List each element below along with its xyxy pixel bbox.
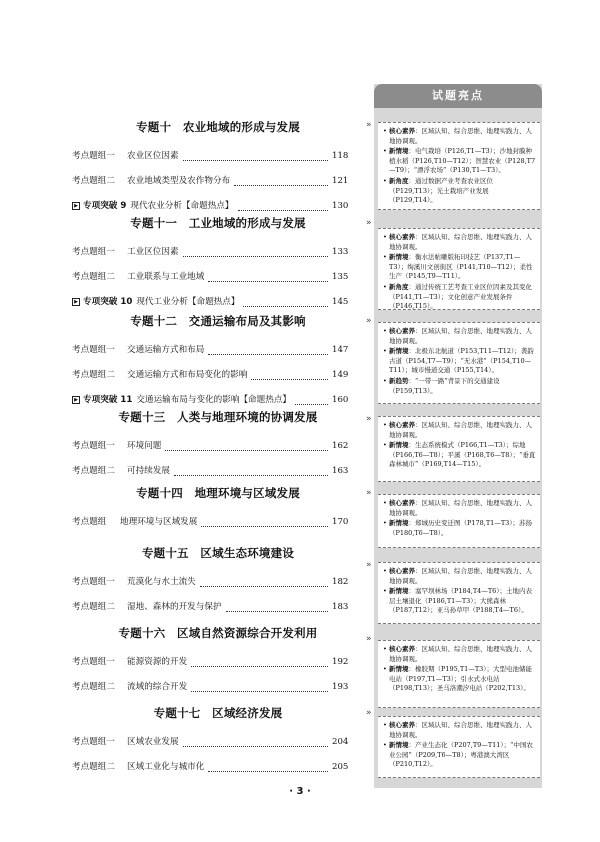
chapter-title: 专题十六 区域自然资源综合开发利用 [118,626,318,640]
entry-label: 考点题组一 [72,577,115,587]
toc-entry-special[interactable] [72,391,348,409]
bullet-icon: • [383,567,387,575]
entry-page: 130 [332,201,349,211]
arrow-icon: » [366,316,372,326]
toc-entry[interactable] [72,147,348,165]
entry-page: 205 [332,762,349,772]
chapter-title: 专题十四 地理环境与区域发展 [136,486,300,500]
highlight-item: • 核心素养：区域认知、综合思维、地理实践力、人地协调观。 [383,645,532,663]
bullet-icon: • [383,176,387,185]
entry-topic: 能源资源的开发 [127,657,188,667]
entry-topic: 区域工业化与城市化 [127,762,205,772]
arrow-icon: » [366,488,372,498]
chapter-15 [72,544,348,623]
entry-label: 考点题组二 [72,466,115,476]
highlight-box [378,494,540,548]
entry-label: 考点题组二 [72,272,115,282]
chapter-title: 专题十二 交通运输布局及其影响 [130,314,306,328]
highlight-item: • 核心素养：区域认知、综合思维、地理实践力、人地协调观。 [383,567,532,585]
leader-dots [234,176,328,186]
highlight-item: • 新情境：生态系统模式（P166,T1—T3）；综地（P166,T6—T8）；平溪（P168,T6—T8）；“垂直森林城市”（P169,T14—T15）。 [383,441,536,469]
chapter-12 [72,312,348,416]
toc-entry[interactable] [72,653,348,671]
highlight-item: • 新情境：衡水法帖雕版拓印技艺（P137,T1—T3）；绚溪川文创街区（P141,T10—T12）；柔性生产（P145,T9—T11）。 [383,253,533,281]
entry-label: 考点题组一 [72,657,115,667]
entry-page: 192 [332,657,349,667]
entry-label: 考点题组二 [72,682,115,692]
bullet-icon: • [383,347,387,356]
chapter-16 [72,624,348,703]
highlight-item: • 核心素养：区域认知、综合思维、地理实践力、人地协调观。 [383,721,532,739]
entry-page: 183 [332,602,349,612]
leader-dots [295,395,328,405]
arrow-icon: » [366,120,372,130]
entry-page: 145 [332,297,349,307]
highlight-box [378,322,540,404]
chapter-17 [72,704,348,783]
bullet-icon: • [383,665,387,674]
leader-dots [208,345,328,355]
bullet-icon: • [383,587,387,596]
entry-page: 135 [332,272,349,282]
arrow-icon: » [366,218,372,228]
chapter-title: 专题十三 人类与地理环境的协调发展 [118,410,318,424]
entry-topic: 交通运输布局与变化的影响【命题热点】 [136,395,292,405]
highlight-item: • 核心素养：区域认知、综合思维、地理实践力、人地协调观。 [383,421,532,439]
entry-topic: 流域的综合开发 [127,682,188,692]
leader-dots [165,441,328,451]
entry-label: 考点题组二 [72,602,115,612]
leader-dots [183,151,328,161]
entry-label: 考点题组二 [72,762,115,772]
leader-dots [243,297,328,307]
toc-entry[interactable] [72,437,348,455]
entry-topic: 荒漠化与水土流失 [127,577,196,587]
leader-dots [191,682,328,692]
toc-entry[interactable] [72,758,348,776]
leader-dots [200,577,328,587]
entry-topic: 交通运输方式和布局变化的影响 [127,370,248,380]
toc-entry[interactable] [72,172,348,190]
highlight-box [378,562,540,624]
toc-entry[interactable] [72,366,348,384]
entry-label: 考点题组二 [72,176,115,186]
bullet-icon: • [383,519,387,528]
bullet-icon: • [383,499,387,507]
arrow-icon: » [366,634,372,644]
leader-dots [201,517,328,527]
entry-topic: 农业区位因素 [127,151,179,161]
bullet-icon: • [383,282,387,291]
highlight-item: • 新趋势：“一带一路”背景下的交通建设（P159,T13）。 [383,376,500,395]
entry-page: 121 [332,176,349,186]
chapter-11 [72,214,348,318]
play-icon: ▶ [72,298,80,306]
play-icon: ▶ [72,396,80,404]
entry-label: 考点题组二 [72,370,115,380]
chapter-10 [72,118,348,222]
entry-topic: 农业地域类型及农作物分布 [127,176,231,186]
highlight-item: • 新情境：产业生态化（P207,T9—T11）；“中国农业公园”（P209,T6—T8）；粤港澳大湾区（P210,T12）。 [383,741,533,769]
toc-entry[interactable] [72,243,348,261]
chapter-title: 专题十一 工业地域的形成与发展 [130,216,306,230]
entry-label: 考点题组一 [72,151,115,161]
entry-page: 118 [332,151,349,161]
highlight-item: • 核心素养：区域认知、综合思维、地理实践力、人地协调观。 [383,327,532,345]
entry-label: 考点题组一 [72,247,115,257]
toc-entry[interactable] [72,733,348,751]
entry-page: 160 [332,395,349,405]
toc-entry-special[interactable] [72,293,348,311]
bullet-icon: • [383,253,387,262]
leader-dots [208,272,328,282]
bullet-icon: • [383,741,387,750]
bullet-icon: • [383,127,387,135]
entry-topic: 工业区位因素 [127,247,179,257]
entry-topic: 工业联系与工业地域 [127,272,205,282]
highlight-item: • 新情境：塞罕坝林场（P184,T4—T6）；土地内表层土壤退化（P186,T1—T3）；大熊森林（P187,T12）；亚马孙草甲（P188,T4—T6）。 [383,587,533,615]
chapter-title: 专题十七 区域经济发展 [153,706,283,720]
leader-dots [191,657,328,667]
entry-page: 170 [332,517,349,527]
highlight-box [378,716,540,778]
highlight-item: • 新情境：北极东北航道（P153,T11—T12）；袭韵古道（P154,T7—T9）；“无水港”（P154,T10—T11）；城市慢道交通（P155,T14）。 [383,347,534,375]
entry-topic: 环境问题 [127,441,162,451]
leader-dots [174,466,328,476]
sidebar-title: 试题亮点 [374,84,542,108]
entry-topic: 现代农业分析【命题热点】 [130,201,234,211]
entry-topic: 交通运输方式和布局 [127,345,205,355]
entry-page: 133 [332,247,349,257]
leader-dots [226,602,328,612]
page-number: · 3 · [289,786,311,797]
highlight-box [378,640,540,708]
chapter-14 [72,484,348,538]
highlight-item: • 新角度：通过数据产业考查农业区位（P129,T13）；光土栽培产业发展（P129,T14）。 [383,176,493,205]
entry-label: 考点题组一 [72,345,115,355]
bullet-icon: • [383,441,387,450]
highlight-box [378,122,540,210]
special-label: 专项突破 9 [83,201,127,211]
bullet-icon: • [383,421,387,429]
highlight-item: • 新情境：橡胶期（P195,T1—T3）；大型电池储能电站（P197,T1—T3）；引水式水电站（P198,T13）；圣马洛潮汐电站（P202,T13）。 [383,665,533,693]
entry-label: 考点题组一 [72,441,115,451]
bullet-icon: • [383,147,387,156]
bullet-icon: • [383,376,387,385]
chapter-13 [72,408,348,487]
special-label: 专项突破 11 [83,395,133,405]
toc-entry[interactable] [72,573,348,591]
arrow-icon: » [366,708,372,718]
leader-dots [251,370,328,380]
bullet-icon: • [383,327,387,335]
entry-page: 162 [332,441,349,451]
highlight-box [378,228,540,310]
highlight-item: • 核心素养：区域认知、综合思维、地理实践力、人地协调观。 [383,233,532,251]
toc-entry[interactable] [72,598,348,616]
entry-page: 204 [332,737,349,747]
highlight-item: • 新情境：郑城历史变迁图（P178,T1—T3）；苏扬（P180,T6—T8）。 [383,519,533,537]
toc-entry[interactable] [72,513,348,531]
toc-entry-special[interactable] [72,197,348,215]
arrow-icon: » [366,414,372,424]
bullet-icon: • [383,233,387,241]
entry-page: 193 [332,682,349,692]
entry-label: 考点题组一 [72,737,115,747]
arrow-icon: » [366,560,372,570]
chapter-title: 专题十五 区域生态环境建设 [141,546,295,560]
highlight-item: • 新角度：通过传统工艺考查工业区位因素及其变化（P141,T1—T3）；文化创意产业发展条件（P146,T15）。 [383,282,532,311]
entry-page: 147 [332,345,349,355]
highlight-box [378,416,540,482]
highlight-item: • 核心素养：区域认知、综合思维、地理实践力、人地协调观。 [383,127,532,145]
toc-entry[interactable] [72,678,348,696]
highlight-item: • 核心素养：区域认知、综合思维、地理实践力、人地协调观。 [383,499,532,517]
entry-page: 182 [332,577,349,587]
highlight-item: • 新情境：电气栽培（P126,T1—T3）；沙地封膜种植水稻（P126,T10—T12）；智慧农业（P128,T7—T9）；“漂浮农场”（P130,T1—T3）。 [383,147,536,175]
entry-topic: 可持续发展 [127,466,170,476]
entry-page: 149 [332,370,349,380]
entry-topic: 湿地、森林的开发与保护 [127,602,222,612]
leader-dots [238,201,329,211]
entry-topic: 区域农业发展 [127,737,179,747]
entry-label: 考点题组 [72,517,107,527]
leader-dots [208,762,328,772]
leader-dots [183,737,328,747]
chapter-title: 专题十 农业地域的形成与发展 [136,120,300,134]
leader-dots [183,247,328,257]
entry-topic: 现代工业分析【命题热点】 [136,297,240,307]
toc-entry[interactable] [72,462,348,480]
special-label: 专项突破 10 [83,297,133,307]
toc-entry[interactable] [72,341,348,359]
toc-entry[interactable] [72,268,348,286]
bullet-icon: • [383,645,387,653]
play-icon: ▶ [72,202,80,210]
entry-topic: 地理环境与区域发展 [120,517,198,527]
bullet-icon: • [383,721,387,729]
entry-page: 163 [332,466,349,476]
